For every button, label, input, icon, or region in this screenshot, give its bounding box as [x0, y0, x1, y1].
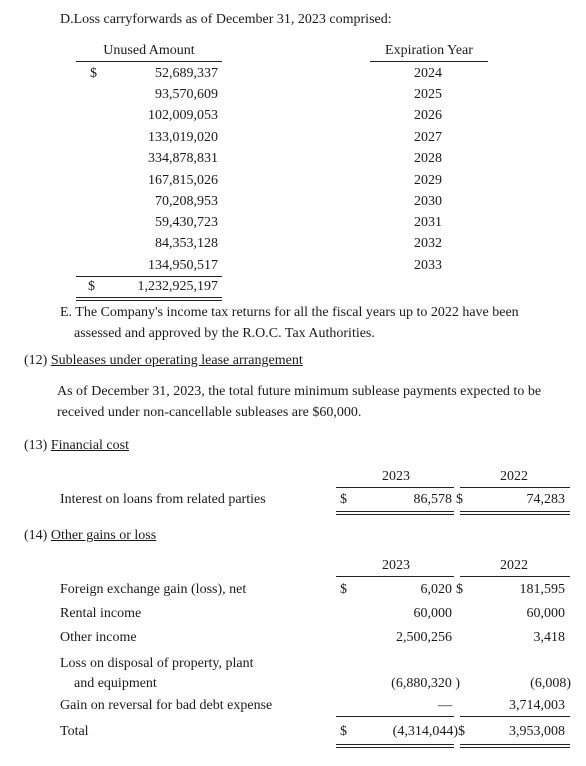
- interest-row-label: Interest on loans from related parties: [60, 492, 266, 507]
- subtotal-2023-rule: [336, 716, 454, 717]
- subtotal-2022-rule: [460, 716, 570, 717]
- amount-cell: 133,019,020: [148, 130, 218, 145]
- col-expiration-year-rule: [370, 61, 488, 62]
- year-cell: 2027: [414, 130, 442, 145]
- section-14-title: Other gains or loss: [50, 528, 157, 543]
- currency-symbol: $: [340, 724, 347, 739]
- value-2023: 2,500,256: [396, 630, 452, 645]
- year-2022-rule: [460, 487, 570, 488]
- section-d-title: D.Loss carryforwards as of December 31, 2023 comprised:: [60, 12, 392, 27]
- row-label: Other income: [60, 630, 137, 645]
- year-2022-header: 2022: [500, 469, 528, 484]
- year-cell: 2033: [414, 258, 442, 273]
- year-cell: 2031: [414, 215, 442, 230]
- year-cell: 2030: [414, 194, 442, 209]
- section-13-title: Financial cost: [50, 438, 129, 453]
- year-2023-header: 2023: [382, 469, 410, 484]
- amount-cell: 134,950,517: [148, 258, 218, 273]
- currency-symbol: $: [90, 66, 97, 81]
- row-label: Rental income: [60, 606, 142, 621]
- year-2023-header: 2023: [382, 558, 410, 573]
- year-2022-rule: [460, 576, 570, 577]
- row-label: Loss on disposal of property, plant: [60, 656, 254, 671]
- value-2022: 3,418: [533, 630, 565, 645]
- currency-symbol: $: [456, 582, 463, 597]
- row-label-continuation: and equipment: [74, 676, 157, 691]
- col-expiration-year-header: Expiration Year: [385, 43, 473, 58]
- value-2023: —: [438, 698, 452, 713]
- section-14-heading: [24, 528, 156, 544]
- currency-symbol: $: [340, 582, 347, 597]
- total-2023-double-rule: [336, 744, 454, 748]
- section-e-paragraph: E. The Company's income tax returns for all the fiscal years up to 2022 have been assessed and approved by the R.O.C. Tax Authorities.: [60, 305, 519, 341]
- interest-2022-double-rule: [460, 511, 570, 515]
- col-unused-amount-header: Unused Amount: [103, 43, 195, 58]
- interest-2023-double-rule: [336, 511, 454, 515]
- row-label: Foreign exchange gain (loss), net: [60, 582, 247, 597]
- value-2023: 60,000: [413, 606, 452, 621]
- interest-2022-value: 74,283: [526, 492, 565, 507]
- amount-cell: 84,353,128: [155, 236, 218, 251]
- year-cell: 2026: [414, 108, 442, 123]
- currency-symbol: $: [456, 492, 463, 507]
- total-2022-double-rule: [460, 744, 570, 748]
- amount-cell: 334,878,831: [148, 151, 218, 166]
- interest-2023-value: 86,578: [413, 492, 452, 507]
- section-14-number: (14): [24, 528, 48, 543]
- value-2022: 60,000: [526, 606, 565, 621]
- currency-symbol: $: [458, 724, 465, 739]
- total-label: Total: [60, 724, 89, 739]
- row-label: Gain on reversal for bad debt expense: [60, 698, 273, 713]
- total-2023-value: (4,314,044): [392, 724, 458, 739]
- value-2022: (6,008): [530, 676, 571, 691]
- section-12-title: Subleases under operating lease arrangement: [50, 353, 303, 368]
- year-cell: 2025: [414, 87, 442, 102]
- amount-cell: 93,570,609: [155, 87, 218, 102]
- year-2023-rule: [336, 487, 454, 488]
- amount-cell: 70,208,953: [155, 194, 218, 209]
- year-2022-header: 2022: [500, 558, 528, 573]
- total-double-rule: [76, 297, 222, 301]
- value-2022: 181,595: [519, 582, 565, 597]
- total-currency-symbol: $: [88, 279, 95, 294]
- section-e-text: [60, 302, 550, 344]
- value-2023: (6,880,320 ): [391, 676, 460, 691]
- year-cell: 2024: [414, 66, 442, 81]
- value-2023: 6,020: [420, 582, 452, 597]
- section-13-heading: [24, 438, 129, 454]
- year-cell: 2029: [414, 173, 442, 188]
- section-12-text: As of December 31, 2023, the total future minimum sublease payments expected to be received under non-cancellable subleases are $60,000.: [57, 384, 542, 420]
- section-13-number: (13): [24, 438, 48, 453]
- amount-cell: 167,815,026: [148, 173, 218, 188]
- year-cell: 2028: [414, 151, 442, 166]
- total-amount: 1,232,925,197: [137, 279, 218, 294]
- amount-cell: 102,009,053: [148, 108, 218, 123]
- amount-cell: 52,689,337: [155, 66, 218, 81]
- total-2022-value: 3,953,008: [509, 724, 565, 739]
- section-12-number: (12): [24, 353, 48, 368]
- col-unused-amount-rule: [76, 61, 222, 62]
- currency-symbol: $: [340, 492, 347, 507]
- section-12-heading: [24, 353, 303, 369]
- amount-cell: 59,430,723: [155, 215, 218, 230]
- year-cell: 2032: [414, 236, 442, 251]
- total-rule: [76, 276, 222, 277]
- year-2023-rule: [336, 576, 454, 577]
- value-2022: 3,714,003: [509, 698, 565, 713]
